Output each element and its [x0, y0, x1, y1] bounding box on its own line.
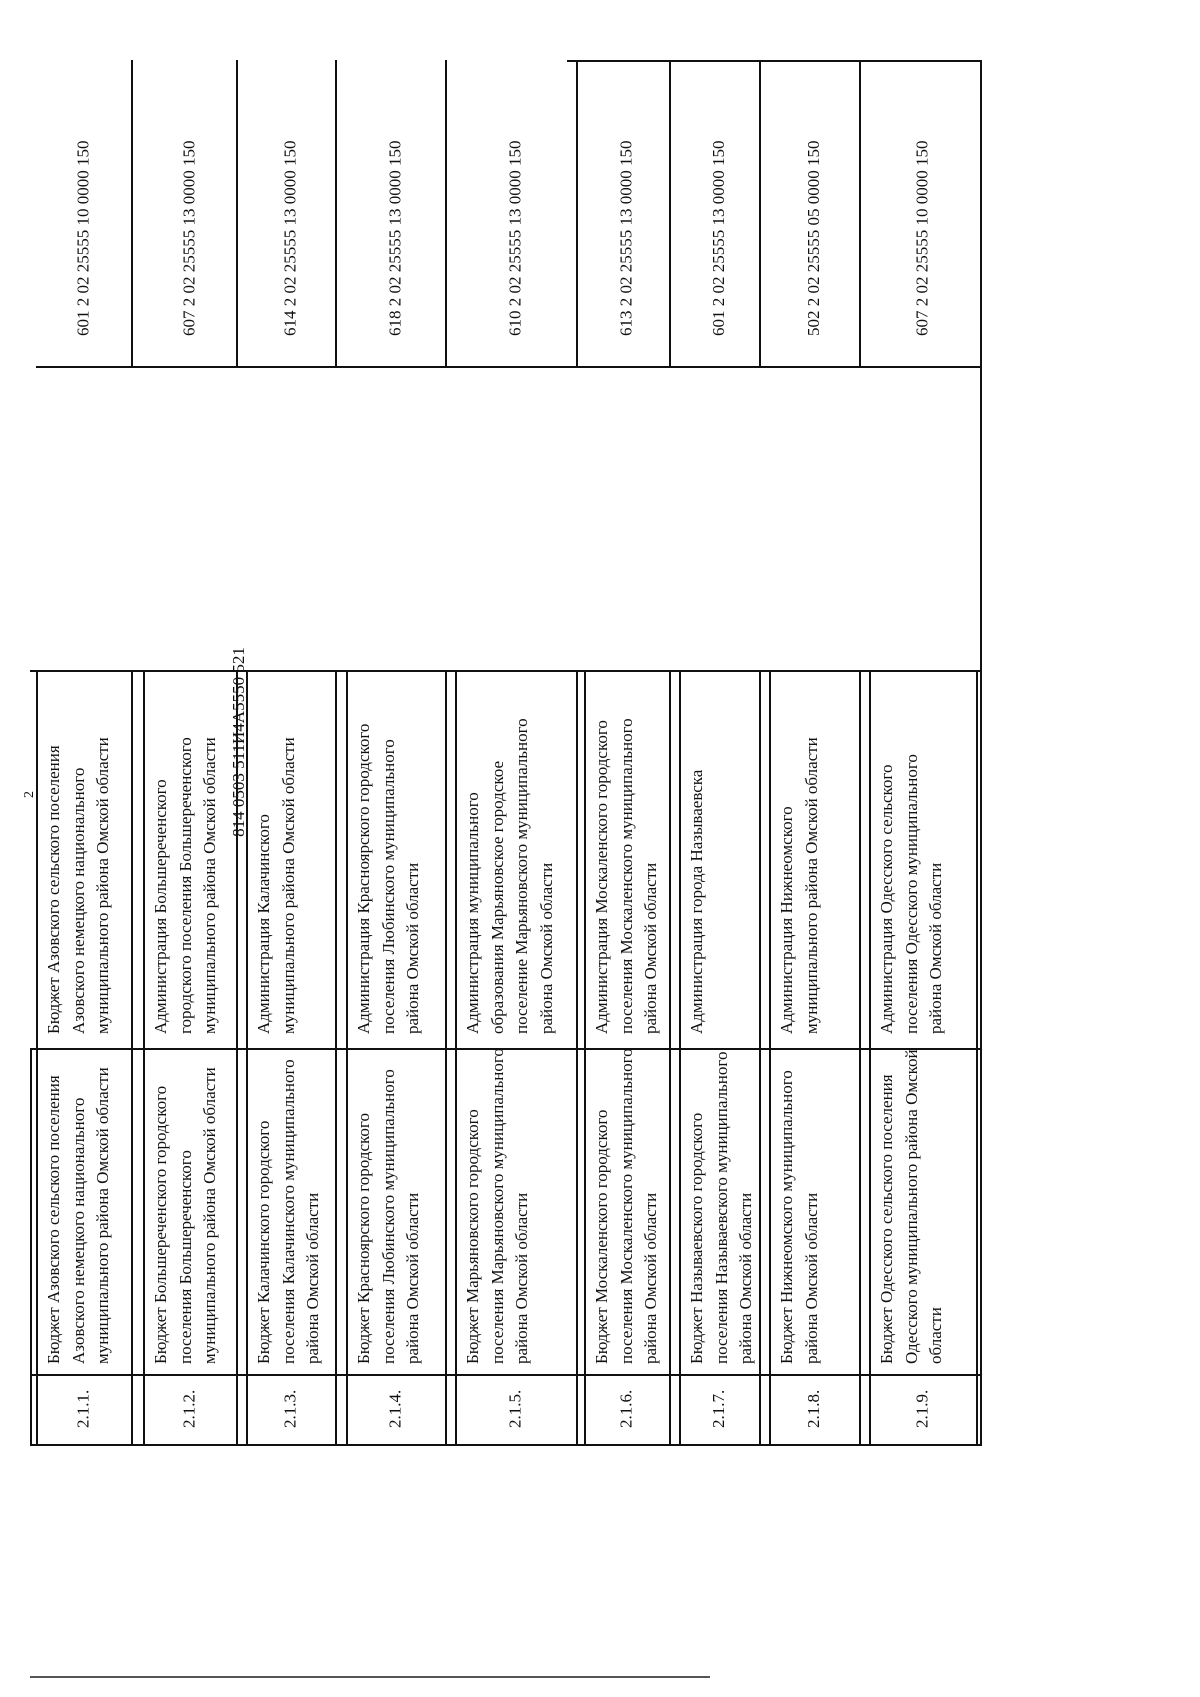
administrator-line: поселение Марьяновского муниципального [512, 718, 531, 1034]
row-divider [669, 670, 671, 1446]
row-number: 2.1.8. [804, 1389, 823, 1428]
budget-name-line: района Омской области [512, 1192, 531, 1364]
administrator-line: Администрация муниципального [463, 792, 482, 1034]
shared-code: 814 0503 511И4А5550 521 [229, 647, 248, 837]
revenue-code: 607 2 02 25555 13 0000 150 [179, 140, 199, 336]
revenue-code: 613 2 02 25555 13 0000 150 [616, 140, 636, 336]
budget-name-line: района Омской области [403, 1192, 422, 1364]
budget-name-line: муниципального района Омской области [200, 1067, 219, 1364]
row-divider-code [236, 60, 238, 366]
administrator-line: муниципального района Омской области [801, 737, 821, 1034]
table-border-right [980, 60, 982, 1446]
administrator-line: Администрация Большереченского [151, 779, 170, 1034]
budget-name-line: Бюджет Большереченского городского [151, 1085, 170, 1364]
row-divider [346, 670, 348, 1446]
budget-name-line: поселения Калачинского муниципального [278, 1059, 298, 1364]
administrator-line: района Омской области [926, 862, 945, 1034]
budget-name-line: Бюджет Нижнеомского муниципального [777, 1070, 796, 1364]
budget-name-line: Бюджет Азовского сельского поселения [44, 1075, 63, 1364]
row-divider [769, 670, 771, 1446]
row-number: 2.1.4. [385, 1389, 405, 1428]
row-divider [143, 670, 145, 1446]
administrator-line: района Омской области [403, 862, 422, 1034]
budget-name-line: поселения Марьяновского муниципального [487, 1048, 507, 1364]
administrator-line: поселения Одесского муниципального [901, 754, 921, 1034]
column-separator-num [30, 1374, 982, 1376]
revenue-code: 610 2 02 25555 13 0000 150 [505, 140, 525, 336]
row-divider-code [669, 60, 671, 366]
budget-name-line: Азовского немецкого национального [68, 1097, 88, 1364]
revenue-code: 607 2 02 25555 10 0000 150 [912, 140, 932, 336]
row-divider [36, 670, 38, 1446]
administrator-line: района Омской области [536, 862, 556, 1034]
revenue-code: 502 2 02 25555 05 0000 150 [804, 140, 823, 336]
table-border-left [30, 1048, 32, 1446]
table-border-top-code [567, 60, 982, 62]
row-divider [759, 670, 761, 1446]
page-number: 2 [22, 791, 37, 798]
row-divider [576, 670, 578, 1446]
row-number: 2.1.5. [505, 1389, 525, 1428]
administrator-line: Администрация Нижнеомского [777, 806, 796, 1034]
administrator-line: поселения Москаленского муниципального [616, 718, 636, 1034]
budget-name-line: поселения Называевского муниципального [711, 1051, 731, 1364]
budget-name-line: Бюджет Марьяновского городского [463, 1109, 482, 1364]
administrator-line: Администрация Красноярского городского [354, 723, 373, 1034]
administrator-line: Администрация Калачинского [254, 814, 273, 1034]
administrator-line: Администрация Одесского сельского [877, 764, 896, 1034]
row-divider [131, 670, 133, 1446]
administrator-line: Администрация города Называевска [687, 769, 706, 1034]
budget-name-line: района Омской области [303, 1192, 322, 1364]
budget-name-line: области [926, 1307, 945, 1364]
row-divider [455, 670, 457, 1446]
revenue-code: 614 2 02 25555 13 0000 150 [280, 140, 300, 336]
row-divider [869, 670, 871, 1446]
row-number: 2.1.7. [709, 1389, 728, 1428]
budget-name-line: района Омской области [641, 1192, 660, 1364]
table-border-bottom [30, 1444, 982, 1446]
column-separator-code [36, 366, 982, 368]
footer-divider [30, 1676, 710, 1678]
row-divider-code [759, 60, 761, 366]
budget-name-line: Одесского муниципального района Омской [901, 1049, 921, 1364]
row-divider-code [576, 60, 578, 366]
row-divider-code [859, 60, 861, 366]
revenue-code: 601 2 02 25555 10 0000 150 [73, 140, 93, 336]
budget-name-line: поселения Большереченского [175, 1150, 195, 1364]
row-number: 2.1.1. [73, 1389, 93, 1428]
administrator-line: муниципального района Омской области [200, 737, 219, 1034]
budget-name-line: Бюджет Калачинского городского [254, 1120, 273, 1364]
row-number: 2.1.9. [912, 1389, 932, 1428]
budget-name-line: района Омской области [736, 1192, 755, 1364]
row-divider [976, 670, 978, 1446]
row-divider-code [335, 60, 337, 366]
revenue-code: 618 2 02 25555 13 0000 150 [385, 140, 405, 336]
row-divider [335, 670, 337, 1446]
row-divider-code [445, 60, 447, 366]
row-number: 2.1.2. [179, 1389, 199, 1428]
row-divider [584, 670, 586, 1446]
administrator-line: образования Марьяновское городское [487, 760, 507, 1034]
budget-name-line: Бюджет Красноярского городского [354, 1113, 373, 1364]
budget-name-line: Бюджет Называевского городского [687, 1112, 706, 1364]
budget-name-line: поселения Любинского муниципального [378, 1069, 398, 1364]
budget-name-line: Бюджет Москаленского городского [592, 1109, 611, 1364]
administrator-line: поселения Любинского муниципального [378, 739, 398, 1034]
administrator-line: Бюджет Азовского сельского поселения [44, 745, 63, 1034]
budget-name-line: района Омской области [801, 1192, 821, 1364]
administrator-line: Азовского немецкого национального [68, 767, 88, 1034]
budget-name-line: муниципального района Омской области [93, 1067, 112, 1364]
administrator-line: района Омской области [641, 862, 660, 1034]
row-divider [445, 670, 447, 1446]
row-divider-code [131, 60, 133, 366]
table-border-top-admin [30, 670, 982, 672]
budget-name-line: поселения Москаленского муниципального [616, 1048, 636, 1364]
budget-name-line: Бюджет Одесского сельского поселения [877, 1074, 896, 1364]
row-divider [859, 670, 861, 1446]
revenue-code: 601 2 02 25555 13 0000 150 [709, 140, 728, 336]
administrator-line: городского поселения Большереченского [175, 737, 195, 1034]
administrator-line: муниципального района Омской области [93, 737, 112, 1034]
row-number: 2.1.3. [280, 1389, 300, 1428]
administrator-line: Администрация Москаленского городского [592, 720, 611, 1034]
administrator-line: муниципального района Омской области [278, 737, 298, 1034]
row-number: 2.1.6. [616, 1389, 636, 1428]
row-divider [679, 670, 681, 1446]
